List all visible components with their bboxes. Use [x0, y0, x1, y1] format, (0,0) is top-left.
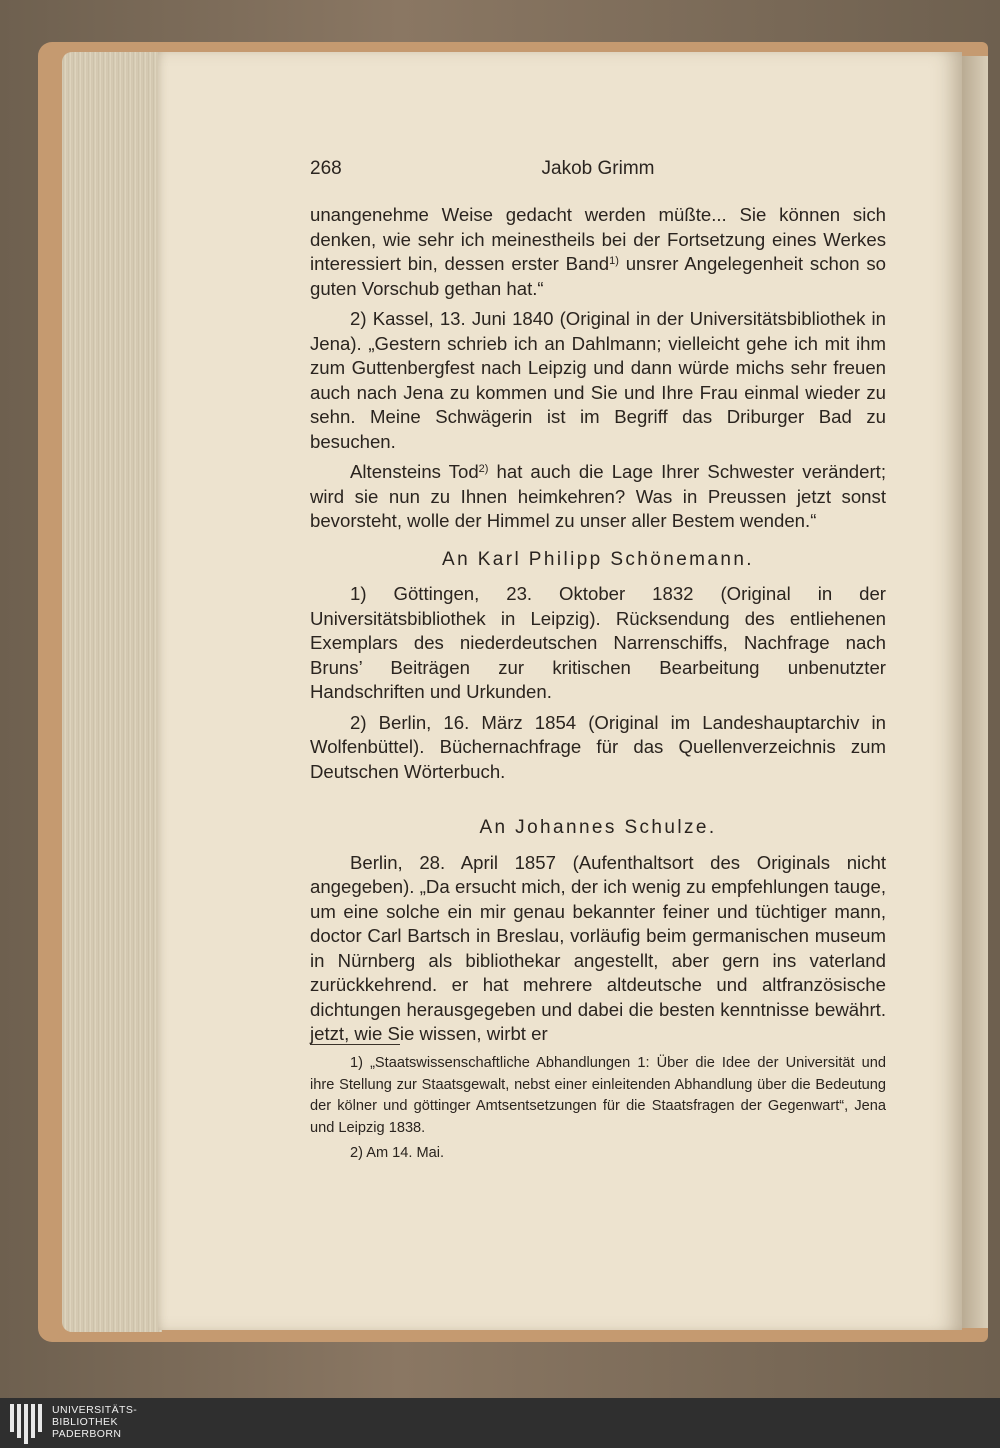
footnote-ref: 1): [609, 255, 619, 267]
facing-page-edge: [962, 56, 988, 1328]
footnote-ref: 2): [478, 463, 489, 475]
paragraph: unangenehme Weise gedacht werden müßte... Sie können sich denken, wie sehr ich meinestheils bei der Fortsetzung eines Werkes interessiert bin, dessen erster Band$^{1)}$ unsrer Angelegenheit schon so guten Vorschub gethan hat.“: [310, 204, 886, 299]
running-title: Jakob Grimm: [541, 158, 655, 179]
paragraph: 2) Kassel, 13. Juni 1840 (Original in der Universitätsbibliothek in Jena). „Gestern schrieb ich an Dahlmann; vielleicht gehe ich mit ihm zum Guttenbergfest nach Leipzig und dann würde michs sehr freuen auch nach Jena zu kommen und Sie und Ihre Frau einmal wieder zu sehn. Meine Schwägerin ist im Begriff das Driburger Bad zu besuchen.: [310, 308, 886, 452]
library-footer: [0, 1398, 1000, 1448]
paragraph: 1) Göttingen, 23. Oktober 1832 (Original in der Universitätsbibliothek in Leipzig). Rücksendung des entliehenen Exemplars des niederdeutschen Narrenschiffs, Nachfrage nach Bruns’ Beiträgen zur kritischen Bearbeitung unbenutzter Handschriften und Urkunden.: [310, 583, 886, 702]
page-header: [310, 158, 886, 188]
footnote-divider: [310, 1044, 400, 1045]
footnote: 2) Am 14. Mai.: [350, 1145, 445, 1161]
section-heading: An Johannes Schulze.: [479, 817, 717, 838]
footnotes: [310, 1053, 886, 1169]
library-logo-text: UNIVERSITÄTS- BIBLIOTHEK PADERBORN: [52, 1404, 138, 1440]
paragraph: Berlin, 28. April 1857 (Aufenthaltsort des Originals nicht angegeben). „Da ersucht mich, der ich wenig zu empfehlungen tauge, um eine solche ein mir genau bekannter feiner und tüchtiger mann, doctor Carl Bartsch in Breslau, vorläufig beim germanischen museum in Nürnberg als bibliothekar angestellt, aber gern ins vaterland zurückkehrend. er hat mehrere altdeutsche und altfranzösische dichtungen herausgegeben und dabei die besten kenntnisse bewährt. jetzt, wie Sie wissen, wirbt er: [310, 851, 886, 1044]
page-number: 268: [310, 158, 342, 179]
library-logo-icon: [8, 1404, 48, 1444]
paragraph: Altensteins Tod$^{2)}$ hat auch die Lage Ihrer Schwester verändert; wird sie nun zu Ihnen heimkehren? Was in Preussen jetzt sonst bevorsteht, wolle der Himmel zu unser aller Bestem wenden.“: [310, 461, 887, 531]
page-edges: [62, 52, 162, 1332]
section-heading: An Karl Philipp Schönemann.: [442, 548, 754, 570]
paragraph: 2) Berlin, 16. März 1854 (Original im Landeshauptarchiv in Wolfenbüttel). Büchernachfrage für das Quellenverzeichnis zum Deutschen Wörterbuch.: [310, 711, 886, 782]
footnote: 1) „Staatswissenschaftliche Abhandlungen 1: Über die Idee der Universität und ihre Stellung zur Staatsgewalt, nebst einer einleitenden Abhandlung über die Bedeutung der kölner und göttinger Amtsentsetzungen für die Staatsfragen der Gegenwart“, Jena und Leipzig 1838.: [310, 1055, 886, 1136]
main-text: [310, 203, 886, 1053]
